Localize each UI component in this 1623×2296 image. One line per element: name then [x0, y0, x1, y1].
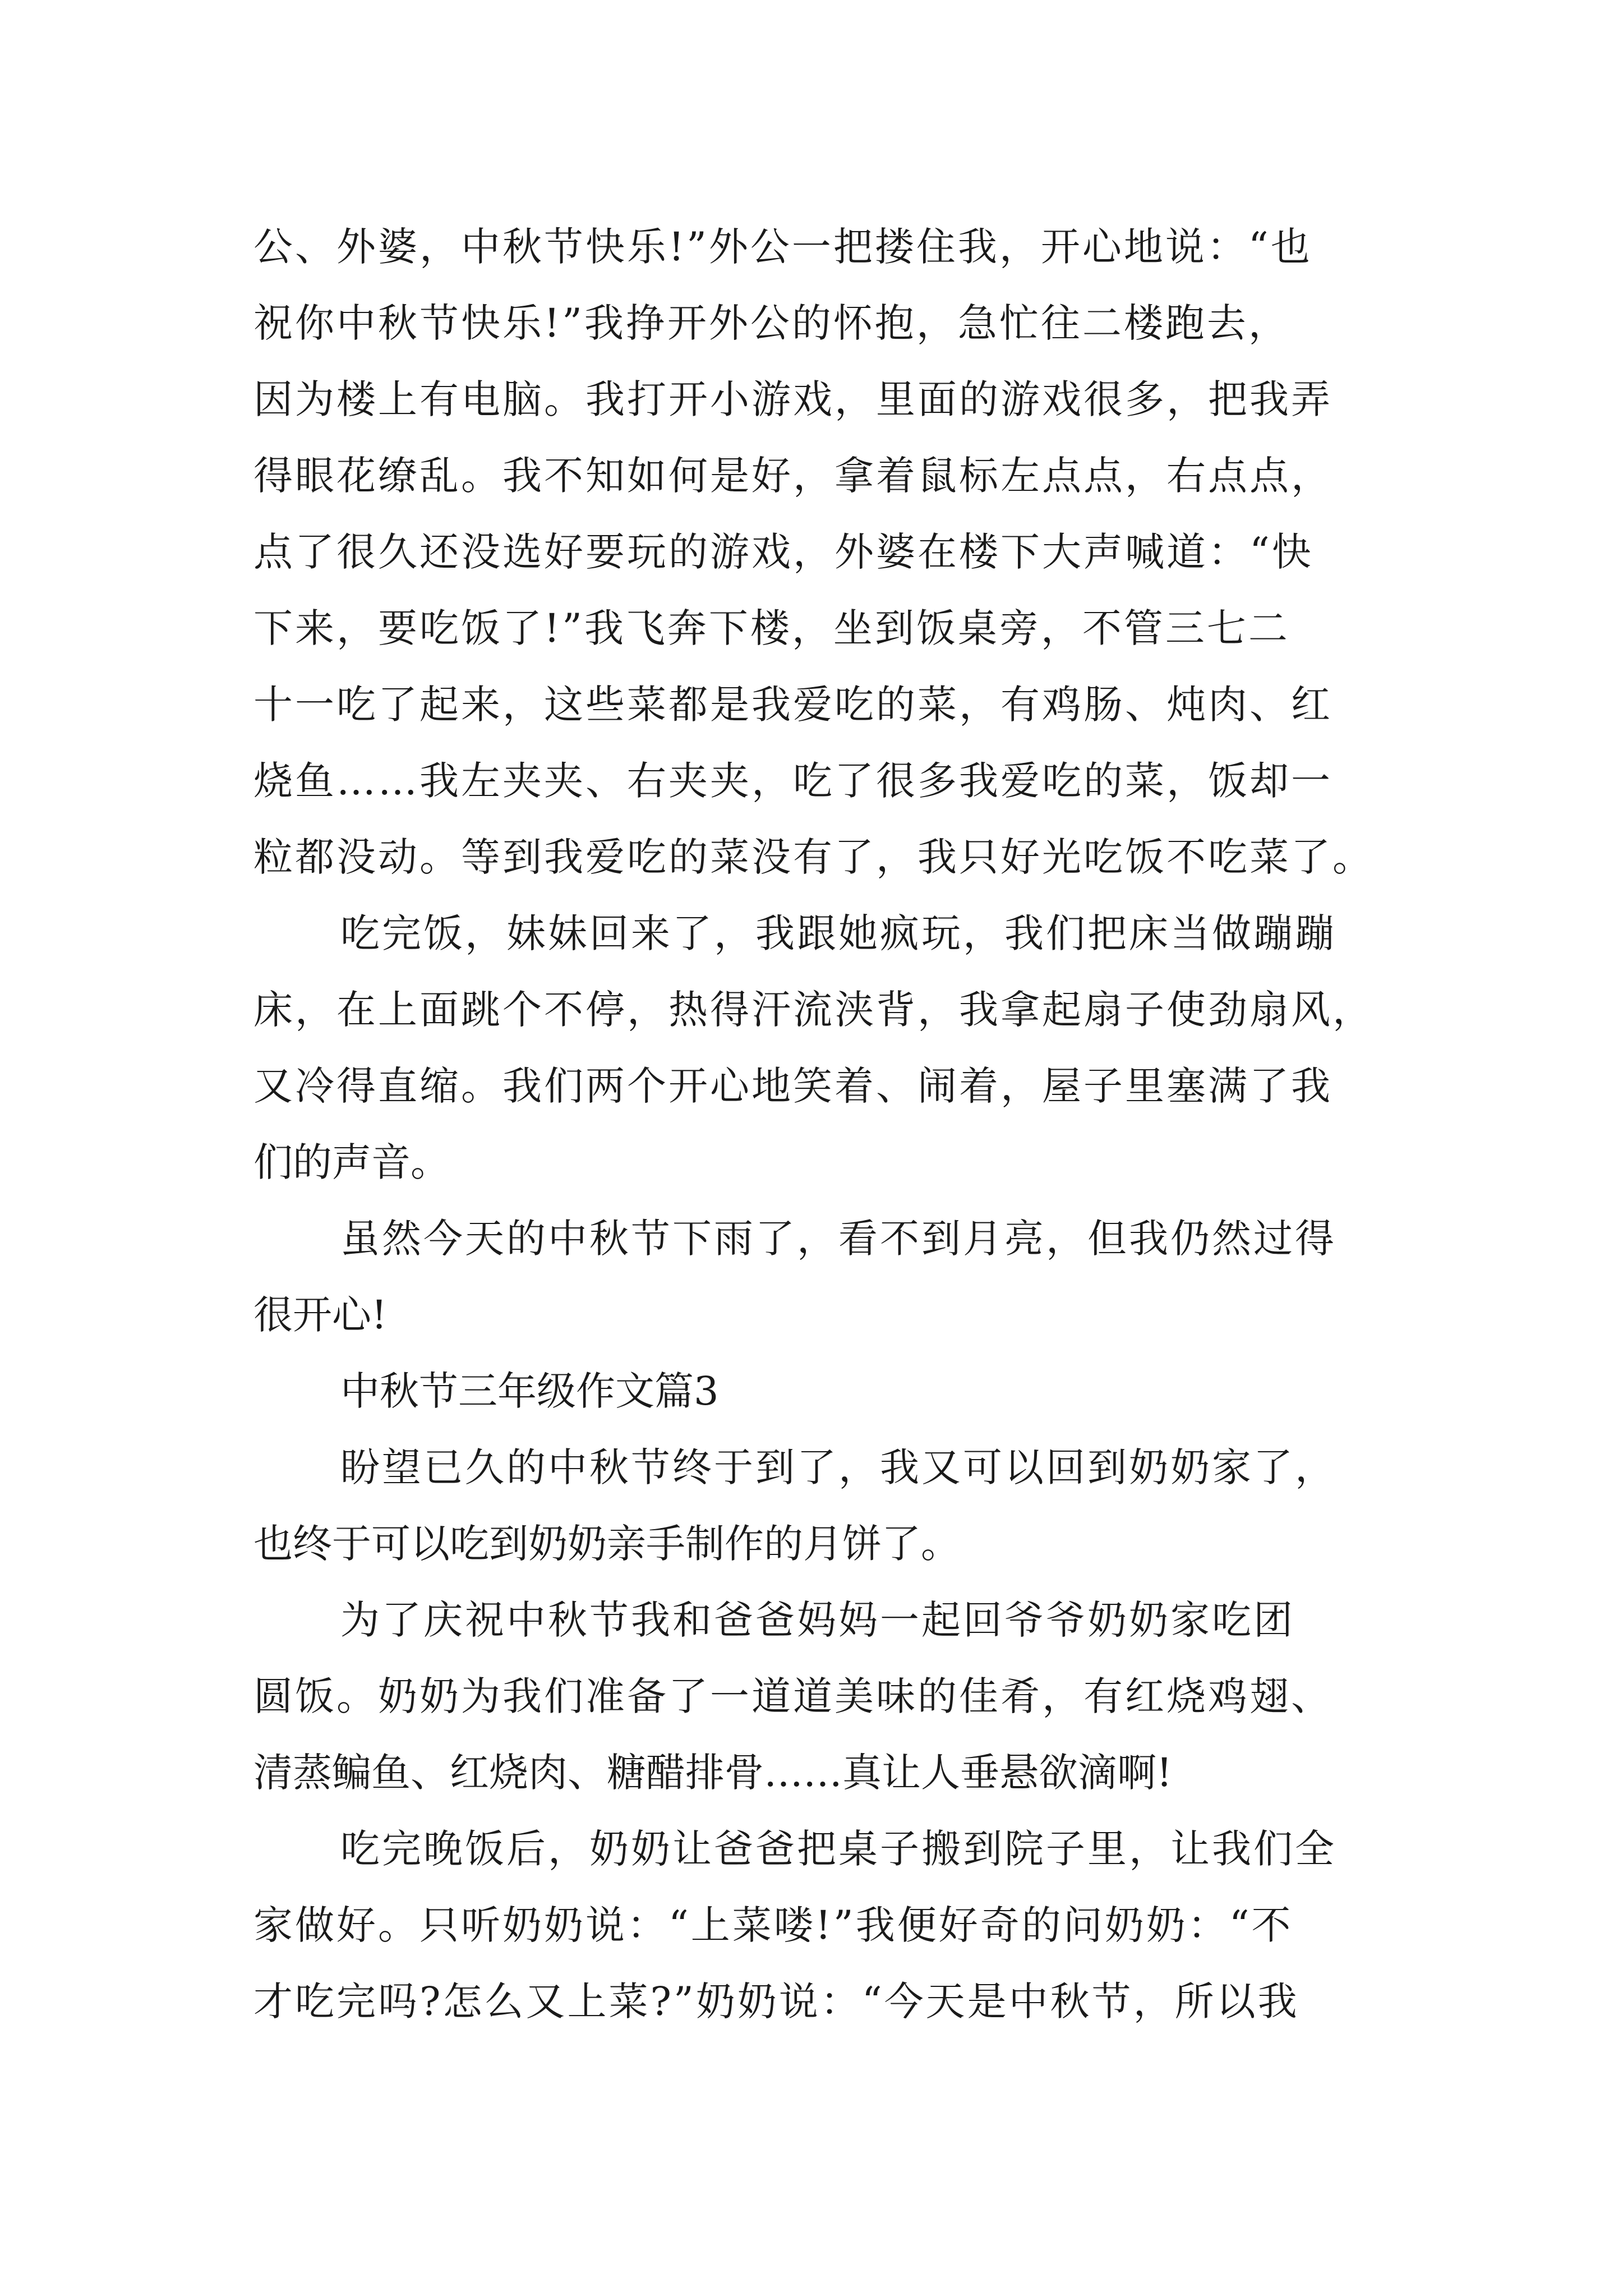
text-line: 公、外婆，中秋节快乐!”外公一把搂住我，开心地说：“也	[253, 224, 1312, 270]
text-line: 清蒸鳊鱼、红烧肉、糖醋排骨……真让人垂悬欲滴啊!	[253, 1750, 1173, 1796]
paragraph-start-line: 盼望已久的中秋节终于到了，我又可以回到奶奶家了，	[340, 1444, 1336, 1490]
text-line: 们的声音。	[253, 1139, 450, 1185]
paragraph-start-line: 吃完饭，妹妹回来了，我跟她疯玩，我们把床当做蹦蹦	[340, 910, 1336, 956]
text-line: 得眼花缭乱。我不知如何是好，拿着鼠标左点点，右点点，	[253, 453, 1332, 499]
text-line: 下来，要吃饭了!”我飞奔下楼，坐到饭桌旁，不管三七二	[253, 605, 1290, 651]
paragraph-start-line: 虽然今天的中秋节下雨了，看不到月亮，但我仍然过得	[340, 1216, 1336, 1262]
text-line: 床，在上面跳个不停，热得汗流浃背，我拿起扇子使劲扇风，	[253, 987, 1374, 1033]
text-line: 祝你中秋节快乐!”我挣开外公的怀抱，急忙往二楼跑去，	[253, 300, 1290, 346]
text-line: 因为楼上有电脑。我打开小游戏，里面的游戏很多，把我弄	[253, 376, 1332, 422]
paragraph-start-line: 吃完晚饭后，奶奶让爸爸把桌子搬到院子里，让我们全	[340, 1826, 1336, 1872]
text-line: 十一吃了起来，这些菜都是我爱吃的菜，有鸡肠、炖肉、红	[253, 682, 1332, 728]
paragraph-start-line: 为了庆祝中秋节我和爸爸妈妈一起回爷爷奶奶家吃团	[340, 1597, 1295, 1643]
text-line: 烧鱼……我左夹夹、右夹夹，吃了很多我爱吃的菜，饭却一	[253, 758, 1332, 804]
text-line: 很开心!	[253, 1292, 388, 1338]
essay-text	[253, 209, 1386, 2040]
text-line: 也终于可以吃到奶奶亲手制作的月饼了。	[253, 1521, 960, 1567]
text-line: 点了很久还没选好要玩的游戏，外婆在楼下大声喊道：“快	[253, 529, 1313, 575]
text-line: 粒都没动。等到我爱吃的菜没有了，我只好光吃饭不吃菜了。	[253, 834, 1374, 880]
text-line: 才吃完吗?怎么又上菜?”奶奶说：“今天是中秋节，所以我	[253, 1978, 1299, 2024]
text-line: 家做好。只听奶奶说：“上菜喽!”我便好奇的问奶奶：“不	[253, 1902, 1293, 1948]
text-line: 圆饭。奶奶为我们准备了一道道美味的佳肴，有红烧鸡翅、	[253, 1673, 1332, 1719]
text-line: 又冷得直缩。我们两个开心地笑着、闹着，屋子里塞满了我	[253, 1063, 1332, 1109]
section-heading: 中秋节三年级作文篇3	[340, 1368, 719, 1414]
